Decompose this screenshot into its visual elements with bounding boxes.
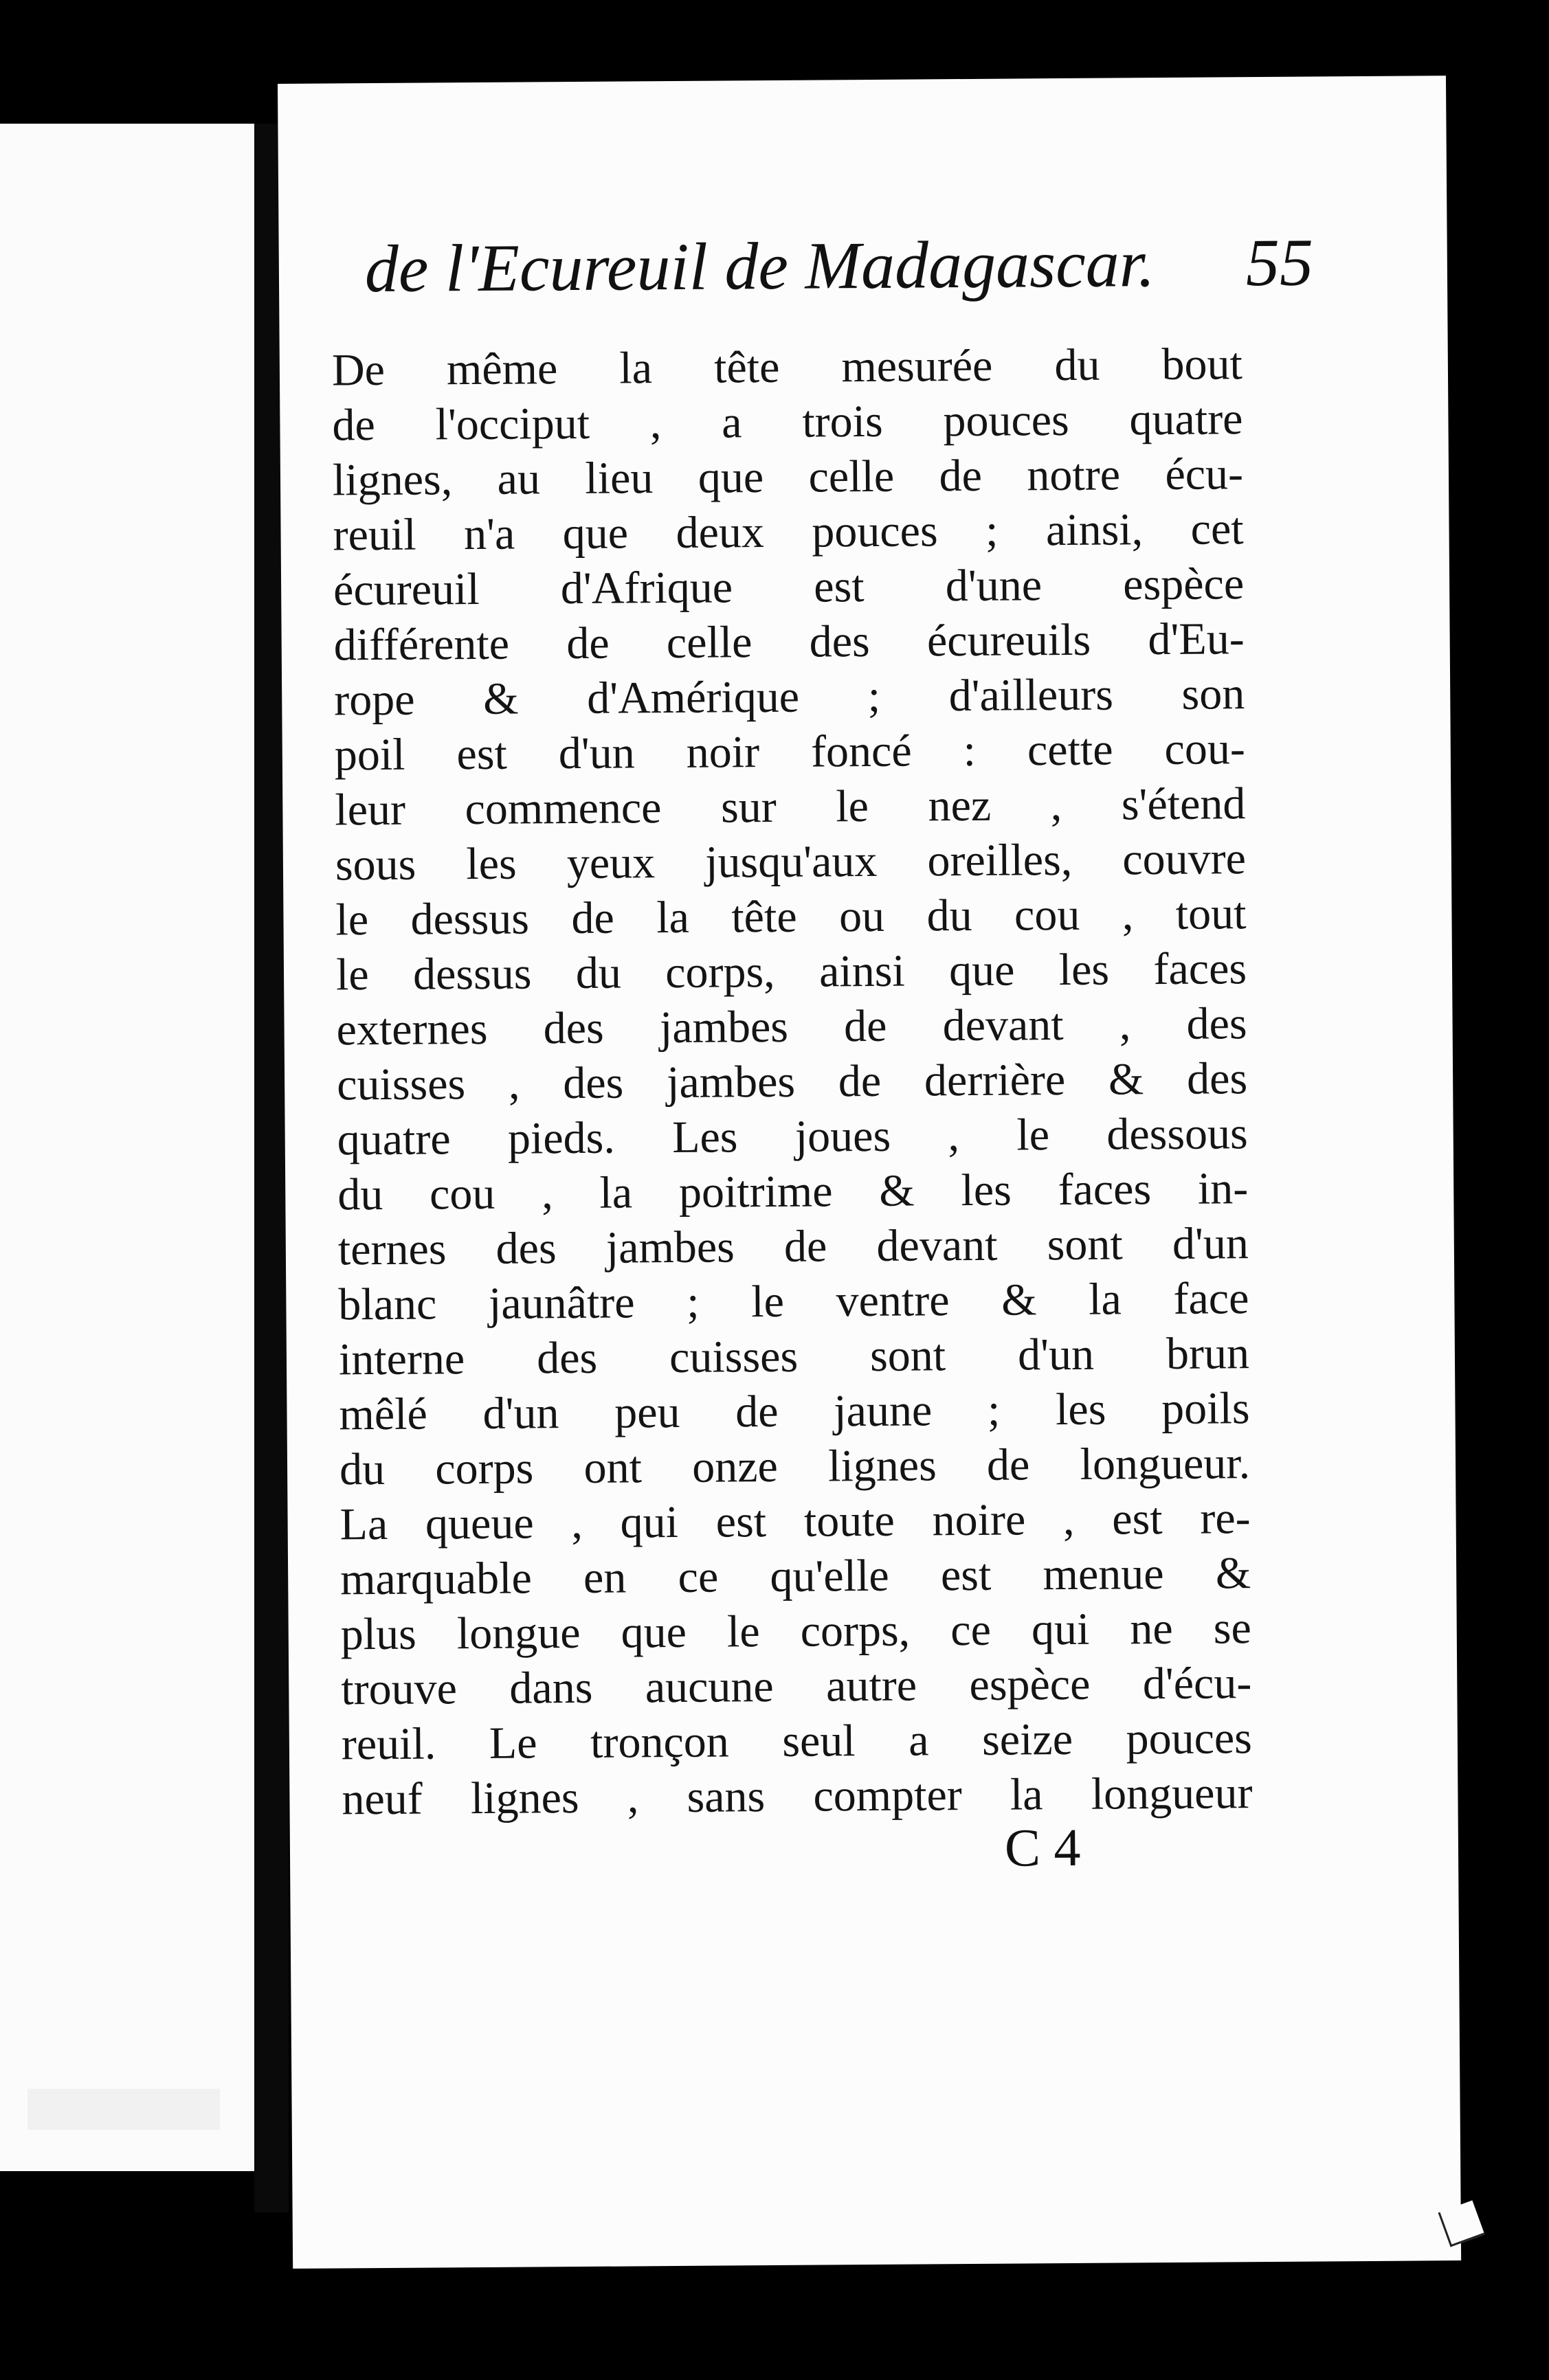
- text-line: blanc jaunâtre ; le ventre & la face: [338, 1273, 1249, 1330]
- text-line: rope & d'Amérique ; d'ailleurs son: [334, 669, 1245, 726]
- body-text: [332, 337, 1253, 1827]
- text-line: mêlé d'un peu de jaune ; les poils: [339, 1383, 1250, 1440]
- text-line: leur commence sur le nez , s'étend: [335, 778, 1246, 835]
- text-line: de l'occiput , a trois pouces quatre: [332, 394, 1243, 451]
- text-line: neuf lignes , sans compter la longueur: [342, 1768, 1253, 1825]
- text-line: différente de celle des écureuils d'Eu-: [333, 614, 1245, 671]
- text-line: du corps ont onze lignes de longueur.: [339, 1438, 1251, 1495]
- running-head: [364, 224, 1313, 334]
- page-number: 55: [1245, 225, 1314, 301]
- text-line: le dessus du corps, ainsi que les faces: [335, 943, 1247, 1000]
- signature-mark: C 4: [1004, 1817, 1081, 1878]
- text-line: sous les yeux jusqu'aux oreilles, couvre: [335, 833, 1247, 890]
- text-line: reuil. Le tronçon seul a seize pouces: [341, 1713, 1253, 1770]
- text-line: ternes des jambes de devant sont d'un: [337, 1218, 1249, 1275]
- text-line: trouve dans aucune autre espèce d'écu-: [341, 1658, 1252, 1715]
- left-page-smudge: [27, 2089, 220, 2130]
- text-line: La queue , qui est toute noire , est re-: [339, 1493, 1251, 1550]
- text-line: lignes, au lieu que celle de notre écu-: [332, 449, 1244, 506]
- running-head-title: de l'Ecureuil de Madagascar.: [364, 227, 1155, 307]
- text-line: interne des cuisses sont d'un brun: [338, 1328, 1250, 1385]
- left-page-edge: [0, 124, 254, 2171]
- text-line: du cou , la poitrime & les faces in-: [337, 1163, 1249, 1220]
- text-line: cuisses , des jambes de derrière & des: [336, 1053, 1248, 1110]
- text-line: plus longue que le corps, ce qui ne se: [340, 1603, 1251, 1660]
- book-page: [278, 76, 1461, 2269]
- text-line: quatre pieds. Les joues , le dessous: [337, 1108, 1248, 1165]
- text-line: marquable en ce qu'elle est menue &: [339, 1548, 1251, 1605]
- text-line: poil est d'un noir foncé : cette cou-: [334, 723, 1246, 781]
- text-line: le dessus de la tête ou du cou , tout: [335, 888, 1247, 945]
- text-line: externes des jambes de devant , des: [336, 998, 1247, 1055]
- text-line: écureuil d'Afrique est d'une espèce: [333, 559, 1245, 616]
- text-line: De même la tête mesurée du bout: [331, 339, 1243, 396]
- text-line: reuil n'a que deux pouces ; ainsi, cet: [333, 504, 1244, 561]
